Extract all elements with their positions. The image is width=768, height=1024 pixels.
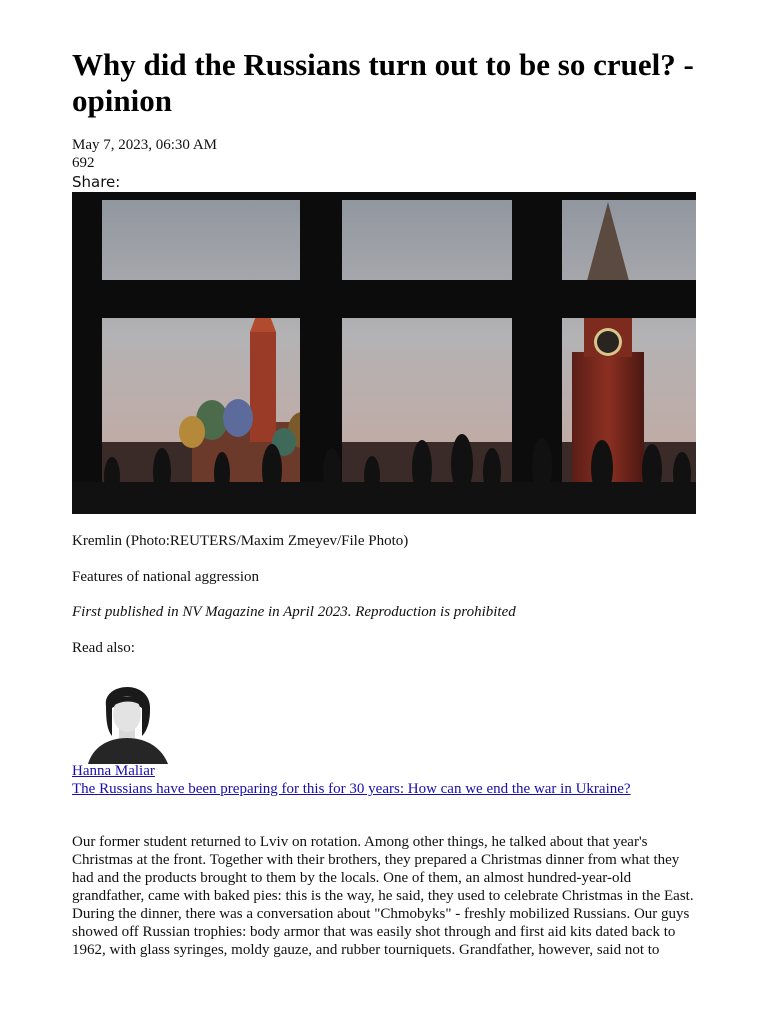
publication-note: First published in NV Magazine in April 2023. Reproduction is prohibited (72, 604, 516, 620)
article-meta (72, 136, 217, 172)
publish-date: May 7, 2023, 06:30 AM (72, 137, 218, 153)
author-avatar[interactable] (72, 672, 182, 764)
share-label: Share: (72, 173, 121, 191)
article-title: Why did the Russians turn out to be so cruel? - opinion (72, 47, 694, 118)
article-subtitle: Features of national aggression (72, 569, 260, 585)
article-body: Our former student returned to Lviv on rotation. Among other things, he talked about that year's Christmas at the front. Together with their brothers, they prepared a Christmas dinner from what they had and the products brought to them by the locals. One of them, an almost hundred-year-old grandfather, came with baked pies: this is the way, he said, they used to celebrate Christmas in the East. During the dinner, there was a conversation about "Chmobyks" - freshly mobilized Russians. Our guys showed off Russian trophies: body armor that was easily shot through and first aid kits dated back to 1962, with glass syringes, moldy gauze, and rubber tourniquets. Grandfather, however, said not to (72, 834, 694, 958)
view-count: 692 (72, 155, 95, 171)
image-caption: Kremlin (Photo:REUTERS/Maxim Zmeyev/File Photo) (72, 533, 409, 549)
related-author-link[interactable]: Hanna Maliar (72, 763, 155, 779)
hero-image (72, 192, 696, 514)
read-also-label: Read also: (72, 640, 135, 656)
related-article-link[interactable]: The Russians have been preparing for this for 30 years: How can we end the war in Ukraine? (72, 781, 631, 797)
